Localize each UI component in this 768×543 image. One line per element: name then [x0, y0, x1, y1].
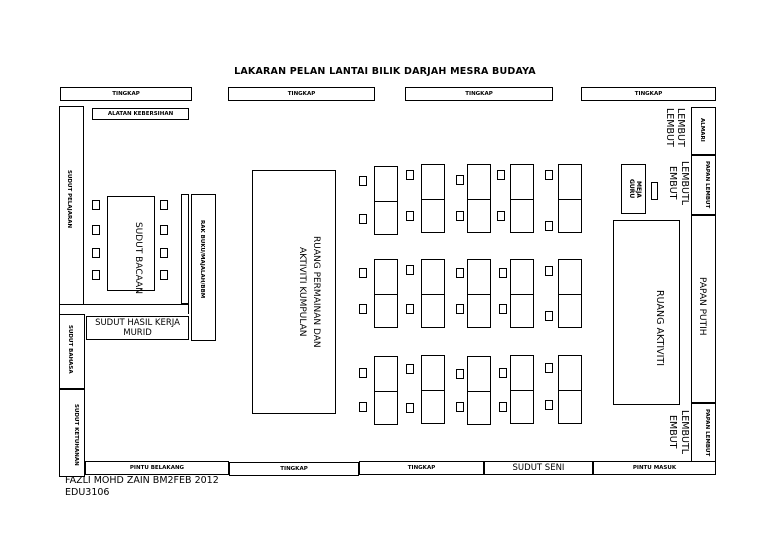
reading-chair: [160, 200, 168, 210]
sudut-bacaan-label: SUDUT BACAAN: [133, 222, 143, 294]
window-top-4: TINGKAP: [581, 87, 716, 101]
student-desk: [421, 259, 445, 328]
student-chair: [406, 170, 414, 180]
student-desk: [374, 166, 398, 235]
student-desk: [421, 164, 445, 233]
sudut-pelajaran-label: SUDUT PELAJARAN: [66, 170, 72, 229]
student-chair: [497, 211, 505, 221]
left-divider: [59, 304, 189, 314]
sudut-bahasa-label: SUDUT BAHASA: [67, 325, 73, 374]
lembut-text-top: LEMBUT LEMBUT: [664, 107, 686, 147]
window-top-2: TINGKAP: [228, 87, 375, 101]
student-chair: [545, 311, 553, 321]
reading-chair: [160, 270, 168, 280]
student-desk: [467, 356, 491, 425]
student-chair: [545, 400, 553, 410]
shelf-strip: [181, 194, 189, 304]
student-desk: [467, 164, 491, 233]
student-chair: [456, 304, 464, 314]
student-chair: [545, 170, 553, 180]
student-desk: [510, 259, 534, 328]
student-chair: [359, 368, 367, 378]
pintu-masuk: PINTU MASUK: [593, 461, 716, 475]
student-chair: [545, 266, 553, 276]
teacher-chair: [651, 182, 658, 200]
sudut-seni: SUDUT SENI: [484, 461, 593, 475]
footer-author: FAZLI MOHD ZAIN BM2FEB 2012: [65, 475, 219, 486]
student-chair: [545, 363, 553, 373]
plan-title: LAKARAN PELAN LANTAI BILIK DARJAH MESRA BUDAYA: [234, 65, 536, 77]
window-top-1: TINGKAP: [60, 87, 192, 101]
reading-chair: [160, 225, 168, 235]
ruang-aktiviti-label: RUANG AKTIVITI: [654, 290, 665, 367]
student-desk: [558, 355, 582, 424]
student-chair: [406, 265, 414, 275]
reading-chair: [160, 248, 168, 258]
pintu-belakang: PINTU BELAKANG: [85, 461, 229, 475]
student-desk: [558, 164, 582, 233]
student-chair: [406, 364, 414, 374]
student-chair: [545, 221, 553, 231]
lembut-text-bottom: LEMBUTL EMBUT: [667, 409, 690, 455]
sudut-hasil-kerja: SUDUT HASIL KERJA MURID: [86, 316, 189, 340]
student-chair: [456, 268, 464, 278]
student-chair: [456, 369, 464, 379]
almari-label: ALMARI: [699, 118, 705, 142]
lembut-text-mid: LEMBUTL EMBUT: [667, 160, 690, 206]
student-desk: [374, 259, 398, 328]
student-chair: [499, 268, 507, 278]
student-chair: [456, 175, 464, 185]
window-bottom-2: TINGKAP: [359, 461, 484, 475]
student-desk: [510, 355, 534, 424]
student-chair: [499, 368, 507, 378]
reading-chair: [92, 225, 100, 235]
student-chair: [359, 402, 367, 412]
reading-chair: [92, 270, 100, 280]
student-chair: [359, 214, 367, 224]
student-chair: [499, 402, 507, 412]
window-bottom-1: TINGKAP: [229, 462, 359, 476]
papan-lembut-1-label: PAPAN LEMBUT: [704, 161, 710, 209]
student-desk: [467, 259, 491, 328]
student-chair: [456, 211, 464, 221]
student-desk: [421, 355, 445, 424]
student-chair: [456, 402, 464, 412]
student-chair: [406, 211, 414, 221]
rak-buku-label: RAK BUKU/MAJALAH/BBM: [199, 220, 205, 299]
student-desk: [374, 356, 398, 425]
student-chair: [406, 403, 414, 413]
student-chair: [497, 170, 505, 180]
papan-lembut-2-label: PAPAN LEMBUT: [704, 409, 710, 457]
sudut-ketuhanan-label: SUDUT KETUHANAN: [73, 404, 79, 466]
ruang-permainan-label: RUANG PERMAINAN DAN AKTIVITI KUMPULAN: [297, 236, 321, 348]
student-chair: [406, 304, 414, 314]
footer-course: EDU3106: [65, 487, 110, 498]
meja-guru-label: MEJA GURU: [628, 179, 642, 199]
student-desk: [558, 259, 582, 328]
student-chair: [359, 268, 367, 278]
alatan-kebersihan: ALATAN KEBERSIHAN: [92, 108, 189, 120]
papan-putih-label: PAPAN PUTIH: [697, 277, 707, 336]
reading-chair: [92, 248, 100, 258]
window-top-3: TINGKAP: [405, 87, 553, 101]
student-chair: [499, 304, 507, 314]
student-desk: [510, 164, 534, 233]
reading-chair: [92, 200, 100, 210]
student-chair: [359, 304, 367, 314]
student-chair: [359, 176, 367, 186]
